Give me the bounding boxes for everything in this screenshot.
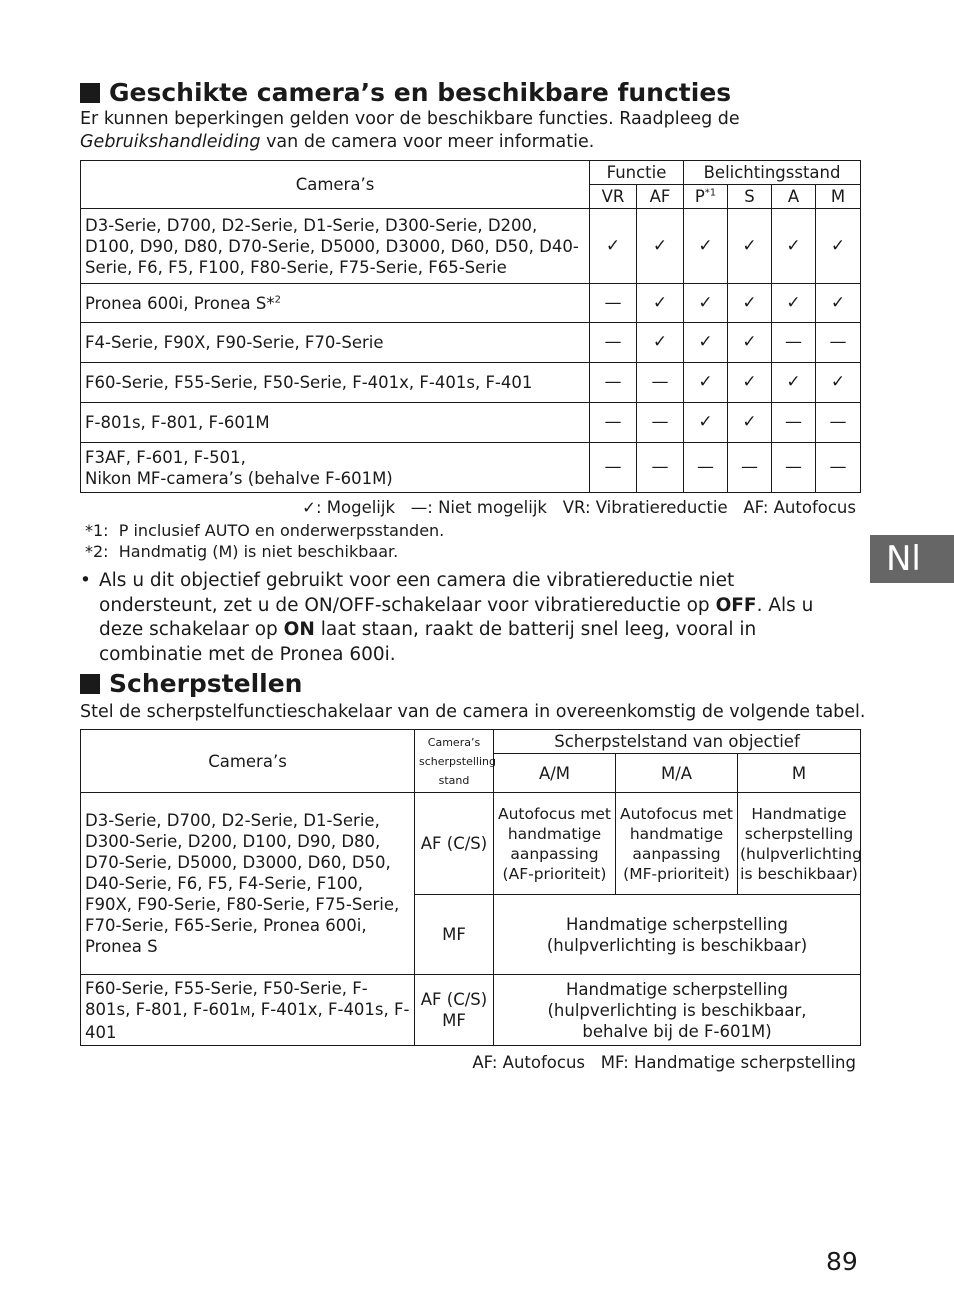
header-camera-focus-mode: Camera’s scherpstelling stand bbox=[415, 730, 494, 793]
mark-cell: — bbox=[816, 323, 861, 363]
header-belichtingsstand: Belichtingsstand bbox=[684, 161, 861, 185]
table-row bbox=[81, 975, 861, 1046]
square-bullet-icon bbox=[80, 83, 100, 103]
vr-note-paragraph: Als u dit objectief gebruikt voor een camera die vibratiereductie niet ondersteunt, zet u de ON/OFF-schakelaar voor vibratiereductie op OFF. Als u deze schakelaar op ON laat staan, raakt de batterij snel leeg, vooral in combinatie met de Pronea 600i. bbox=[99, 570, 814, 665]
table-row bbox=[81, 284, 861, 323]
mark-cell: ✓ bbox=[684, 284, 728, 323]
section-title-focusing: Scherpstellen bbox=[80, 669, 302, 698]
table-row bbox=[81, 323, 861, 363]
manual-title: Gebruikshandleiding bbox=[80, 132, 261, 152]
subheader-am: A/M bbox=[494, 754, 616, 793]
mark-cell: ✓ bbox=[684, 363, 728, 403]
table1-legend: ✓: Mogelijk —: Niet mogelijk VR: Vibratiereductie AF: Autofocus bbox=[302, 498, 856, 517]
mark-cell: ✓ bbox=[816, 363, 861, 403]
mark-cell: ✓ bbox=[816, 284, 861, 323]
table-row bbox=[81, 209, 861, 284]
footnote-2: *2: Handmatig (M) is niet beschikbaar. bbox=[85, 542, 399, 561]
camera-cell: Pronea 600i, Pronea S*$^2$ bbox=[81, 284, 590, 323]
mode-cell: AF (C/S) MF bbox=[415, 975, 494, 1046]
mark-cell: ✓ bbox=[684, 323, 728, 363]
mark-cell: — bbox=[637, 363, 684, 403]
focus-table bbox=[80, 729, 861, 1046]
mark-cell: ✓ bbox=[816, 209, 861, 284]
camera-cell: F60-Serie, F55-Serie, F50-Serie, F-401x, F-401s, F-401 bbox=[81, 363, 590, 403]
footnote-1: *1: P inclusief AUTO en onderwerpsstanden. bbox=[85, 521, 445, 540]
header-lens-focus-mode: Scherpstelstand van objectief bbox=[494, 730, 861, 754]
camera-cell: D3-Serie, D700, D2-Serie, D1-Serie, D300-Serie, D200, D100, D90, D80, D70-Serie, D5000, D3000, D60, D50, D40-Serie, F6, F5, F100, F80-Serie, F75-Serie, F65-Serie bbox=[81, 209, 590, 284]
mark-cell: ✓ bbox=[684, 209, 728, 284]
subheader-m: M bbox=[738, 754, 861, 793]
subheader-vr: VR bbox=[590, 185, 637, 209]
language-tab: Nl bbox=[870, 535, 954, 583]
section1-intro: Er kunnen beperkingen gelden voor de beschikbare functies. Raadpleeg de Gebruikshandleiding van de camera voor meer informatie. bbox=[80, 109, 740, 152]
subheader-p: $P^{*1}$ bbox=[684, 185, 728, 209]
table-row bbox=[81, 363, 861, 403]
mode-cell: MF bbox=[415, 895, 494, 975]
mark-cell: ✓ bbox=[772, 209, 816, 284]
mark-cell: ✓ bbox=[728, 209, 772, 284]
header-camera: Camera’s bbox=[81, 161, 590, 209]
subheader-a: A bbox=[772, 185, 816, 209]
mark-cell: — bbox=[637, 403, 684, 443]
mark-cell: ✓ bbox=[637, 209, 684, 284]
am-cell: Autofocus met handmatige aanpassing (AF-prioriteit) bbox=[494, 793, 616, 895]
section2-intro: Stel de scherpstelfunctieschakelaar van de camera in overeenkomstig de volgende tabel. bbox=[80, 702, 866, 722]
mark-cell: — bbox=[590, 363, 637, 403]
mark-cell: — bbox=[684, 443, 728, 493]
mark-cell: ✓ bbox=[684, 403, 728, 443]
mark-cell: — bbox=[590, 403, 637, 443]
mark-cell: ✓ bbox=[772, 284, 816, 323]
compatibility-table bbox=[80, 160, 861, 493]
mark-cell: ✓ bbox=[728, 403, 772, 443]
page-number: 89 bbox=[826, 1247, 858, 1276]
table-row bbox=[81, 793, 861, 895]
ma-cell: Autofocus met handmatige aanpassing (MF-prioriteit) bbox=[616, 793, 738, 895]
mode-cell: AF (C/S) bbox=[415, 793, 494, 895]
table-row bbox=[81, 403, 861, 443]
section-title-compatible-cameras: Geschikte camera’s en beschikbare functies bbox=[80, 78, 731, 107]
mark-cell: — bbox=[590, 323, 637, 363]
mark-cell: — bbox=[816, 443, 861, 493]
table-row bbox=[81, 443, 861, 493]
header-functie: Functie bbox=[590, 161, 684, 185]
camera-cell: F-801s, F-801, F-601M bbox=[81, 403, 590, 443]
m-cell: Handmatige scherpstelling (hulpverlichting is beschikbaar) bbox=[738, 793, 861, 895]
mark-cell: ✓ bbox=[728, 363, 772, 403]
mark-cell: — bbox=[637, 443, 684, 493]
mark-cell: — bbox=[590, 284, 637, 323]
mark-cell: — bbox=[772, 443, 816, 493]
mark-cell: ✓ bbox=[728, 323, 772, 363]
header-camera: Camera’s bbox=[81, 730, 415, 793]
mark-cell: — bbox=[816, 403, 861, 443]
mark-cell: — bbox=[772, 403, 816, 443]
camera-group-cell: F60-Serie, F55-Serie, F50-Serie, F-801s, F-801, F-601M, F-401x, F-401s, F-401 bbox=[81, 975, 415, 1046]
table2-legend: AF: Autofocus MF: Handmatige scherpstelling bbox=[472, 1053, 856, 1072]
mark-cell: ✓ bbox=[637, 284, 684, 323]
camera-cell: F3AF, F-601, F-501, Nikon MF-camera’s (behalve F-601M) bbox=[81, 443, 590, 493]
manual-focus-cell: Handmatige scherpstelling (hulpverlichting is beschikbaar, behalve bij de F-601M) bbox=[494, 975, 861, 1046]
square-bullet-icon bbox=[80, 674, 100, 694]
subheader-m: M bbox=[816, 185, 861, 209]
subheader-af: AF bbox=[637, 185, 684, 209]
mark-cell: — bbox=[728, 443, 772, 493]
mark-cell: — bbox=[772, 323, 816, 363]
subheader-ma: M/A bbox=[616, 754, 738, 793]
mark-cell: ✓ bbox=[637, 323, 684, 363]
manual-focus-cell: Handmatige scherpstelling (hulpverlichting is beschikbaar) bbox=[494, 895, 861, 975]
camera-cell: F4-Serie, F90X, F90-Serie, F70-Serie bbox=[81, 323, 590, 363]
bullet-marker: • bbox=[80, 570, 91, 591]
mark-cell: ✓ bbox=[772, 363, 816, 403]
camera-group-cell: D3-Serie, D700, D2-Serie, D1-Serie, D300-Serie, D200, D100, D90, D80, D70-Serie, D5000, D3000, D60, D50, D40-Serie, F6, F5, F4-Serie, F100, F90X, F90-Serie, F80-Serie, F75-Serie, F70-Serie, F65-Serie, Pronea 600i, Pronea S bbox=[81, 793, 415, 975]
mark-cell: ✓ bbox=[590, 209, 637, 284]
mark-cell: — bbox=[590, 443, 637, 493]
subheader-s: S bbox=[728, 185, 772, 209]
mark-cell: ✓ bbox=[728, 284, 772, 323]
